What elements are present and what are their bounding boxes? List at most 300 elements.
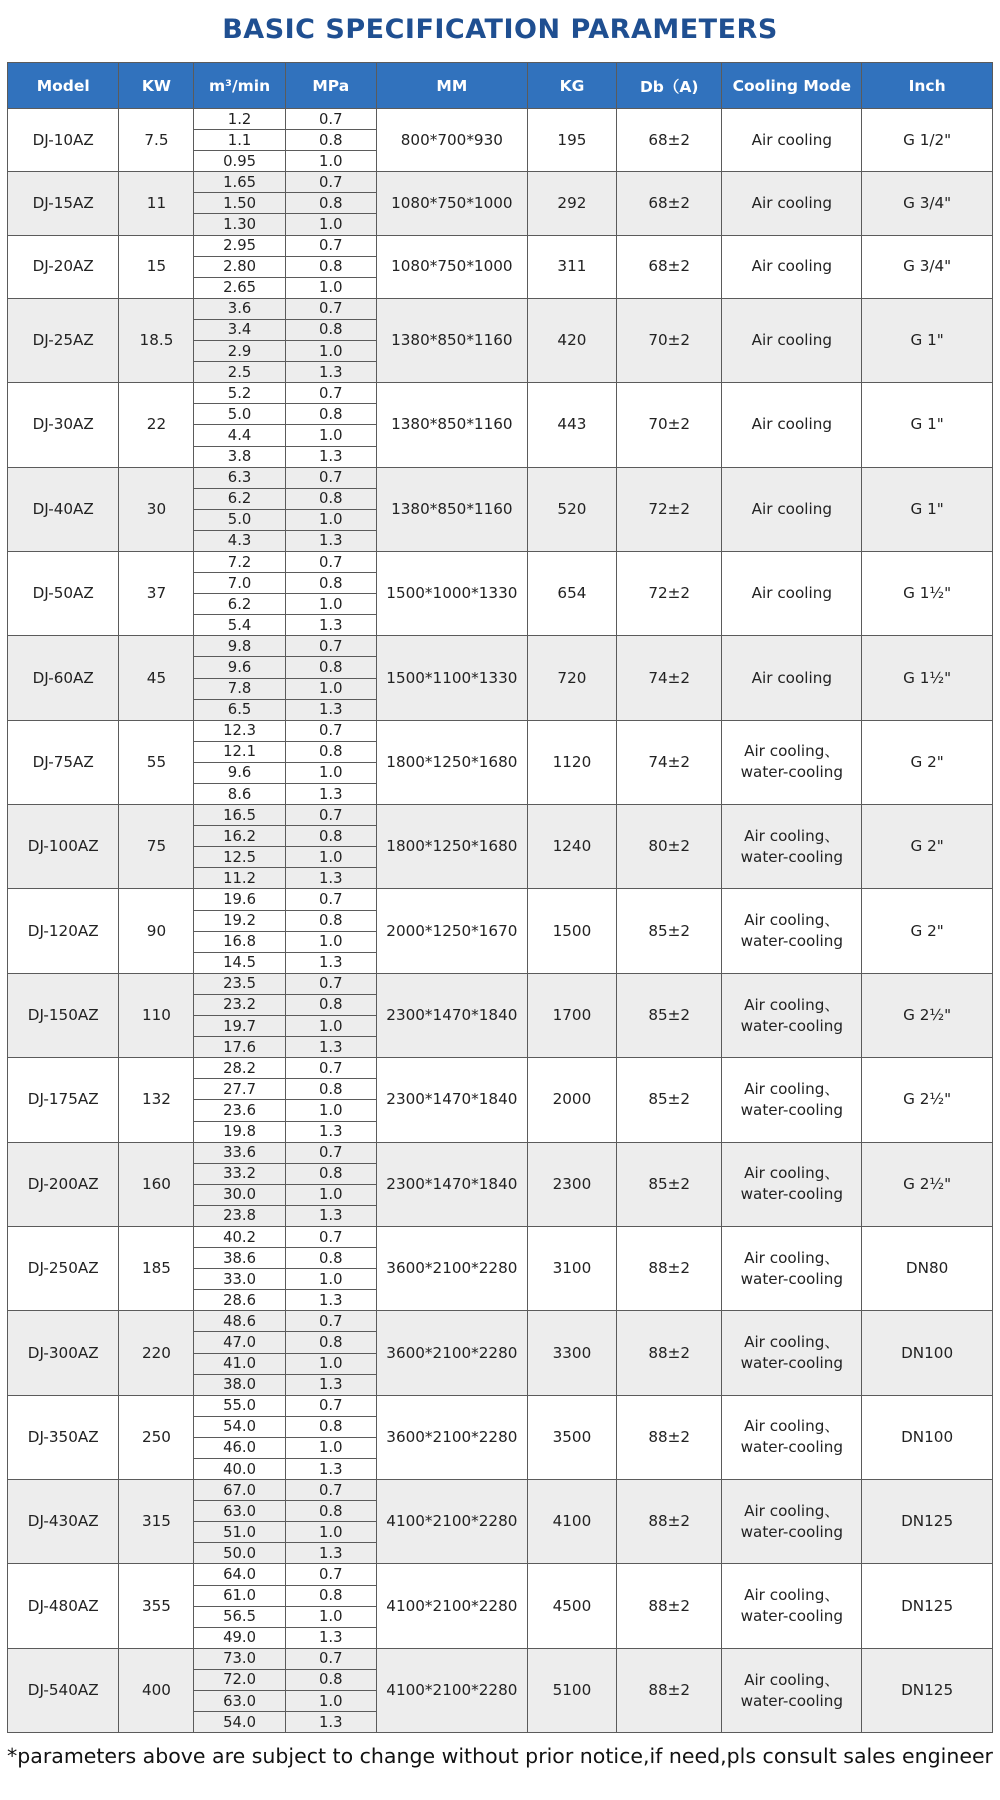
cooling-mode-cell (722, 1564, 862, 1648)
table-row (8, 1564, 993, 1585)
table-row (8, 1142, 993, 1163)
mpa-cell: 1.3 (285, 1374, 376, 1395)
inch-cell: G 2" (862, 889, 993, 973)
cooling-mode-line: Air cooling (751, 415, 832, 434)
mpa-cell: 0.7 (285, 1395, 376, 1416)
cooling-mode-line: water-cooling (740, 847, 844, 866)
noise-cell: 88±2 (617, 1480, 722, 1564)
mpa-cell: 1.0 (285, 594, 376, 615)
model-row-group (8, 1564, 993, 1648)
dimensions-cell: 800*700*930 (376, 109, 527, 172)
noise-cell: 68±2 (617, 109, 722, 172)
noise-cell: 85±2 (617, 973, 722, 1057)
mpa-cell: 0.7 (285, 383, 376, 404)
model-cell: DJ-480AZ (8, 1564, 119, 1648)
weight-cell: 443 (527, 383, 616, 467)
mpa-cell: 1.0 (285, 1606, 376, 1627)
dimensions-cell: 3600*2100*2280 (376, 1311, 527, 1395)
flow-cell: 61.0 (194, 1585, 285, 1606)
flow-cell: 27.7 (194, 1079, 285, 1100)
noise-cell: 68±2 (617, 235, 722, 298)
noise-cell: 85±2 (617, 1142, 722, 1226)
dimensions-cell: 4100*2100*2280 (376, 1564, 527, 1648)
flow-cell: 19.8 (194, 1121, 285, 1142)
inch-cell: G 1" (862, 298, 993, 382)
model-row-group (8, 467, 993, 551)
kw-cell: 220 (119, 1311, 194, 1395)
cooling-mode-line: water-cooling (740, 1607, 844, 1626)
flow-cell: 4.4 (194, 425, 285, 446)
model-row-group (8, 1311, 993, 1395)
mpa-cell: 1.0 (285, 277, 376, 298)
flow-cell: 38.0 (194, 1374, 285, 1395)
mpa-cell: 1.3 (285, 1543, 376, 1564)
flow-cell: 72.0 (194, 1669, 285, 1690)
dimensions-cell: 3600*2100*2280 (376, 1395, 527, 1479)
flow-cell: 1.50 (194, 193, 285, 214)
flow-cell: 7.8 (194, 678, 285, 699)
weight-cell: 520 (527, 467, 616, 551)
table-row (8, 1395, 993, 1416)
flow-cell: 67.0 (194, 1480, 285, 1501)
mpa-cell: 0.8 (285, 573, 376, 594)
mpa-cell: 0.8 (285, 994, 376, 1015)
cooling-mode-line: water-cooling (740, 932, 844, 951)
header-inch: Inch (862, 63, 993, 109)
mpa-cell: 1.0 (285, 678, 376, 699)
flow-cell: 6.3 (194, 467, 285, 488)
dimensions-cell: 4100*2100*2280 (376, 1480, 527, 1564)
inch-cell: DN125 (862, 1480, 993, 1564)
cooling-mode-cell (722, 172, 862, 235)
cooling-mode-line: Air cooling、 (744, 1501, 840, 1520)
kw-cell: 55 (119, 720, 194, 804)
cooling-mode-cell (722, 1395, 862, 1479)
mpa-cell: 1.3 (285, 446, 376, 467)
kw-cell: 355 (119, 1564, 194, 1648)
table-row (8, 551, 993, 572)
cooling-mode-line: Air cooling (751, 331, 832, 350)
cooling-mode-cell (722, 1226, 862, 1310)
cooling-mode-line: water-cooling (740, 763, 844, 782)
flow-cell: 46.0 (194, 1437, 285, 1458)
cooling-mode-line: water-cooling (740, 1691, 844, 1710)
inch-cell: G 1½" (862, 551, 993, 635)
flow-cell: 23.6 (194, 1100, 285, 1121)
flow-cell: 1.30 (194, 214, 285, 235)
inch-cell: DN125 (862, 1648, 993, 1732)
cooling-mode-cell (722, 235, 862, 298)
kw-cell: 400 (119, 1648, 194, 1732)
dimensions-cell: 1080*750*1000 (376, 172, 527, 235)
dimensions-cell: 1380*850*1160 (376, 467, 527, 551)
model-cell: DJ-15AZ (8, 172, 119, 235)
flow-cell: 28.6 (194, 1290, 285, 1311)
inch-cell: G 3/4" (862, 235, 993, 298)
kw-cell: 250 (119, 1395, 194, 1479)
inch-cell: G 1½" (862, 636, 993, 720)
dimensions-cell: 1500*1100*1330 (376, 636, 527, 720)
model-cell: DJ-540AZ (8, 1648, 119, 1732)
flow-cell: 30.0 (194, 1184, 285, 1205)
table-row (8, 1226, 993, 1247)
noise-cell: 85±2 (617, 889, 722, 973)
kw-cell: 37 (119, 551, 194, 635)
model-row-group (8, 172, 993, 235)
noise-cell: 88±2 (617, 1395, 722, 1479)
cooling-mode-line: Air cooling、 (744, 742, 840, 761)
mpa-cell: 0.7 (285, 1311, 376, 1332)
flow-cell: 3.6 (194, 298, 285, 319)
cooling-mode-line: water-cooling (740, 1016, 844, 1035)
model-row-group (8, 109, 993, 172)
flow-cell: 33.6 (194, 1142, 285, 1163)
flow-cell: 48.6 (194, 1311, 285, 1332)
noise-cell: 74±2 (617, 720, 722, 804)
cooling-mode-line: Air cooling、 (744, 1417, 840, 1436)
model-cell: DJ-250AZ (8, 1226, 119, 1310)
table-row (8, 235, 993, 256)
kw-cell: 132 (119, 1058, 194, 1142)
flow-cell: 11.2 (194, 868, 285, 889)
mpa-cell: 0.7 (285, 172, 376, 193)
mpa-cell: 0.7 (285, 1648, 376, 1669)
model-cell: DJ-200AZ (8, 1142, 119, 1226)
mpa-cell: 1.3 (285, 1205, 376, 1226)
model-row-group (8, 235, 993, 298)
mpa-cell: 0.8 (285, 1669, 376, 1690)
flow-cell: 5.0 (194, 509, 285, 530)
flow-cell: 8.6 (194, 784, 285, 805)
flow-cell: 9.6 (194, 762, 285, 783)
mpa-cell: 0.7 (285, 551, 376, 572)
cooling-mode-line: Air cooling、 (744, 1333, 840, 1352)
mpa-cell: 0.8 (285, 130, 376, 151)
flow-cell: 73.0 (194, 1648, 285, 1669)
flow-cell: 19.6 (194, 889, 285, 910)
cooling-mode-cell (722, 973, 862, 1057)
cooling-mode-cell (722, 298, 862, 382)
dimensions-cell: 1080*750*1000 (376, 235, 527, 298)
model-cell: DJ-10AZ (8, 109, 119, 172)
cooling-mode-cell (722, 1058, 862, 1142)
inch-cell: DN125 (862, 1564, 993, 1648)
mpa-cell: 1.3 (285, 868, 376, 889)
cooling-mode-line: water-cooling (740, 1185, 844, 1204)
flow-cell: 9.8 (194, 636, 285, 657)
table-row (8, 383, 993, 404)
weight-cell: 4100 (527, 1480, 616, 1564)
dimensions-cell: 1800*1250*1680 (376, 720, 527, 804)
cooling-mode-line: Air cooling (751, 257, 832, 276)
weight-cell: 4500 (527, 1564, 616, 1648)
flow-cell: 63.0 (194, 1691, 285, 1712)
flow-cell: 23.8 (194, 1205, 285, 1226)
flow-cell: 16.5 (194, 805, 285, 826)
flow-cell: 7.2 (194, 551, 285, 572)
mpa-cell: 1.0 (285, 509, 376, 530)
cooling-mode-line: water-cooling (740, 1522, 844, 1541)
table-header (8, 63, 993, 109)
flow-cell: 33.2 (194, 1163, 285, 1184)
cooling-mode-cell (722, 383, 862, 467)
kw-cell: 185 (119, 1226, 194, 1310)
cooling-mode-cell (722, 720, 862, 804)
kw-cell: 45 (119, 636, 194, 720)
mpa-cell: 0.8 (285, 1585, 376, 1606)
kw-cell: 11 (119, 172, 194, 235)
header-row (8, 63, 993, 109)
mpa-cell: 0.8 (285, 256, 376, 277)
flow-cell: 2.5 (194, 362, 285, 383)
page-title: BASIC SPECIFICATION PARAMETERS (222, 14, 778, 45)
mpa-cell: 0.8 (285, 910, 376, 931)
mpa-cell: 1.3 (285, 1459, 376, 1480)
flow-cell: 55.0 (194, 1395, 285, 1416)
flow-cell: 7.0 (194, 573, 285, 594)
dimensions-cell: 4100*2100*2280 (376, 1648, 527, 1732)
flow-cell: 2.80 (194, 256, 285, 277)
table-row (8, 720, 993, 741)
cooling-mode-line: Air cooling、 (744, 1586, 840, 1605)
model-cell: DJ-175AZ (8, 1058, 119, 1142)
flow-cell: 9.6 (194, 657, 285, 678)
model-row-group (8, 720, 993, 804)
mpa-cell: 1.3 (285, 699, 376, 720)
model-row-group (8, 1395, 993, 1479)
table-row (8, 889, 993, 910)
inch-cell: G 2½" (862, 973, 993, 1057)
mpa-cell: 0.8 (285, 657, 376, 678)
noise-cell: 68±2 (617, 172, 722, 235)
cooling-mode-cell (722, 551, 862, 635)
model-row-group (8, 1142, 993, 1226)
mpa-cell: 1.0 (285, 762, 376, 783)
cooling-mode-line: water-cooling (740, 1269, 844, 1288)
flow-cell: 19.2 (194, 910, 285, 931)
weight-cell: 654 (527, 551, 616, 635)
model-cell: DJ-430AZ (8, 1480, 119, 1564)
cooling-mode-line: Air cooling、 (744, 1164, 840, 1183)
mpa-cell: 0.8 (285, 1163, 376, 1184)
mpa-cell: 0.7 (285, 636, 376, 657)
header-db: Db（A) (617, 63, 722, 109)
cooling-mode-line: Air cooling (751, 499, 832, 518)
mpa-cell: 1.3 (285, 530, 376, 551)
cooling-mode-line: Air cooling (751, 668, 832, 687)
flow-cell: 3.8 (194, 446, 285, 467)
header-model: Model (8, 63, 119, 109)
mpa-cell: 1.0 (285, 1100, 376, 1121)
kw-cell: 90 (119, 889, 194, 973)
mpa-cell: 0.8 (285, 826, 376, 847)
cooling-mode-line: Air cooling、 (744, 826, 840, 845)
flow-cell: 40.0 (194, 1459, 285, 1480)
table-row (8, 298, 993, 319)
table-row (8, 805, 993, 826)
inch-cell: DN80 (862, 1226, 993, 1310)
dimensions-cell: 1800*1250*1680 (376, 805, 527, 889)
flow-cell: 6.2 (194, 594, 285, 615)
cooling-mode-cell (722, 1142, 862, 1226)
noise-cell: 88±2 (617, 1226, 722, 1310)
cooling-mode-cell (722, 1311, 862, 1395)
mpa-cell: 0.8 (285, 1416, 376, 1437)
cooling-mode-cell (722, 805, 862, 889)
weight-cell: 3300 (527, 1311, 616, 1395)
noise-cell: 70±2 (617, 298, 722, 382)
flow-cell: 64.0 (194, 1564, 285, 1585)
kw-cell: 15 (119, 235, 194, 298)
mpa-cell: 0.8 (285, 1248, 376, 1269)
model-row-group (8, 1226, 993, 1310)
mpa-cell: 0.7 (285, 467, 376, 488)
flow-cell: 0.95 (194, 151, 285, 172)
flow-cell: 16.2 (194, 826, 285, 847)
dimensions-cell: 2300*1470*1840 (376, 973, 527, 1057)
kw-cell: 315 (119, 1480, 194, 1564)
mpa-cell: 0.7 (285, 973, 376, 994)
flow-cell: 2.65 (194, 277, 285, 298)
header-mm: MM (376, 63, 527, 109)
flow-cell: 49.0 (194, 1627, 285, 1648)
mpa-cell: 1.3 (285, 1037, 376, 1058)
inch-cell: G 1" (862, 467, 993, 551)
kw-cell: 110 (119, 973, 194, 1057)
flow-cell: 19.7 (194, 1016, 285, 1037)
table-row (8, 1058, 993, 1079)
mpa-cell: 1.3 (285, 1712, 376, 1733)
flow-cell: 54.0 (194, 1712, 285, 1733)
table-row (8, 1648, 993, 1669)
mpa-cell: 0.7 (285, 805, 376, 826)
flow-cell: 23.5 (194, 973, 285, 994)
inch-cell: G 1" (862, 383, 993, 467)
flow-cell: 33.0 (194, 1269, 285, 1290)
mpa-cell: 0.7 (285, 1142, 376, 1163)
mpa-cell: 0.7 (285, 720, 376, 741)
noise-cell: 72±2 (617, 467, 722, 551)
mpa-cell: 0.8 (285, 404, 376, 425)
model-cell: DJ-120AZ (8, 889, 119, 973)
cooling-mode-line: Air cooling、 (744, 1079, 840, 1098)
noise-cell: 80±2 (617, 805, 722, 889)
flow-cell: 28.2 (194, 1058, 285, 1079)
mpa-cell: 0.8 (285, 319, 376, 340)
model-row-group (8, 636, 993, 720)
flow-cell: 23.2 (194, 994, 285, 1015)
cooling-mode-cell (722, 889, 862, 973)
cooling-mode-line: Air cooling、 (744, 1248, 840, 1267)
mpa-cell: 0.8 (285, 1332, 376, 1353)
dimensions-cell: 1380*850*1160 (376, 383, 527, 467)
kw-cell: 75 (119, 805, 194, 889)
flow-cell: 38.6 (194, 1248, 285, 1269)
kw-cell: 30 (119, 467, 194, 551)
dimensions-cell: 2300*1470*1840 (376, 1142, 527, 1226)
flow-cell: 5.2 (194, 383, 285, 404)
mpa-cell: 1.3 (285, 1627, 376, 1648)
inch-cell: G 2" (862, 805, 993, 889)
mpa-cell: 1.3 (285, 1290, 376, 1311)
mpa-cell: 0.7 (285, 235, 376, 256)
flow-cell: 63.0 (194, 1501, 285, 1522)
flow-cell: 5.0 (194, 404, 285, 425)
cooling-mode-cell (722, 467, 862, 551)
mpa-cell: 0.7 (285, 1058, 376, 1079)
mpa-cell: 1.0 (285, 847, 376, 868)
mpa-cell: 1.3 (285, 1121, 376, 1142)
cooling-mode-cell (722, 1648, 862, 1732)
model-cell: DJ-40AZ (8, 467, 119, 551)
mpa-cell: 0.7 (285, 889, 376, 910)
flow-cell: 12.1 (194, 741, 285, 762)
cooling-mode-cell (722, 636, 862, 720)
weight-cell: 5100 (527, 1648, 616, 1732)
inch-cell: DN100 (862, 1311, 993, 1395)
flow-cell: 2.95 (194, 235, 285, 256)
model-cell: DJ-20AZ (8, 235, 119, 298)
weight-cell: 1700 (527, 973, 616, 1057)
model-row-group (8, 889, 993, 973)
mpa-cell: 0.7 (285, 109, 376, 130)
flow-cell: 3.4 (194, 319, 285, 340)
inch-cell: G 3/4" (862, 172, 993, 235)
mpa-cell: 1.0 (285, 214, 376, 235)
mpa-cell: 1.0 (285, 1437, 376, 1458)
weight-cell: 1240 (527, 805, 616, 889)
flow-cell: 1.2 (194, 109, 285, 130)
noise-cell: 88±2 (617, 1648, 722, 1732)
kw-cell: 160 (119, 1142, 194, 1226)
mpa-cell: 1.0 (285, 1691, 376, 1712)
cooling-mode-line: water-cooling (740, 1438, 844, 1457)
mpa-cell: 0.8 (285, 488, 376, 509)
model-cell: DJ-60AZ (8, 636, 119, 720)
flow-cell: 16.8 (194, 931, 285, 952)
kw-cell: 7.5 (119, 109, 194, 172)
cooling-mode-line: Air cooling、 (744, 995, 840, 1014)
weight-cell: 1500 (527, 889, 616, 973)
flow-cell: 51.0 (194, 1522, 285, 1543)
mpa-cell: 1.0 (285, 1016, 376, 1037)
model-cell: DJ-30AZ (8, 383, 119, 467)
cooling-mode-line: water-cooling (740, 1354, 844, 1373)
model-row-group (8, 1648, 993, 1732)
weight-cell: 720 (527, 636, 616, 720)
mpa-cell: 1.0 (285, 1353, 376, 1374)
cooling-mode-line: Air cooling、 (744, 1670, 840, 1689)
flow-cell: 6.2 (194, 488, 285, 509)
mpa-cell: 1.0 (285, 341, 376, 362)
noise-cell: 70±2 (617, 383, 722, 467)
cooling-mode-line: Air cooling (751, 584, 832, 603)
mpa-cell: 0.7 (285, 1480, 376, 1501)
cooling-mode-line: Air cooling、 (744, 911, 840, 930)
model-cell: DJ-100AZ (8, 805, 119, 889)
mpa-cell: 1.3 (285, 952, 376, 973)
model-row-group (8, 973, 993, 1057)
dimensions-cell: 2300*1470*1840 (376, 1058, 527, 1142)
cooling-mode-cell (722, 109, 862, 172)
mpa-cell: 0.7 (285, 298, 376, 319)
flow-cell: 14.5 (194, 952, 285, 973)
weight-cell: 2000 (527, 1058, 616, 1142)
model-row-group (8, 805, 993, 889)
weight-cell: 1120 (527, 720, 616, 804)
dimensions-cell: 2000*1250*1670 (376, 889, 527, 973)
table-row (8, 1311, 993, 1332)
